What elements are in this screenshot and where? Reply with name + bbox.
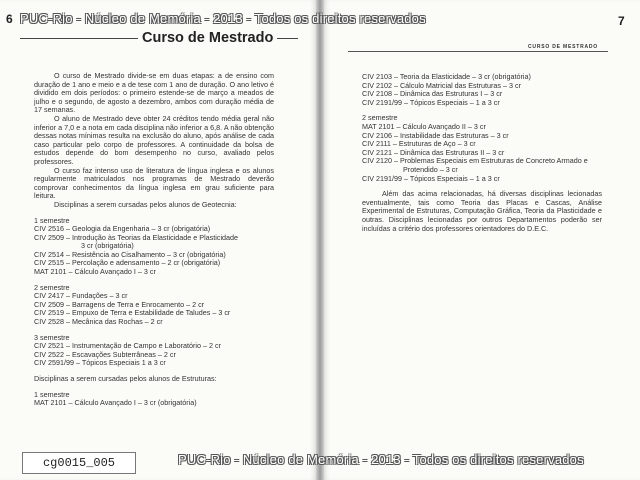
- course-line: CIV 2106 – Instabilidade das Estruturas – 3 cr: [362, 130, 509, 140]
- course-line: CIV 2509 – Introdução às Teorias da Elasticidade e Plasticidade: [34, 232, 239, 242]
- left-column: [34, 72, 274, 408]
- running-head: CURSO DE MESTRADO: [528, 44, 598, 50]
- semester-heading: 3 semestre: [34, 332, 70, 342]
- course-line: CIV 2120 – Problemas Especiais em Estruturas de Concreto Armado e Protendido – 3 cr: [362, 156, 588, 174]
- semester-heading: 1 semestre: [34, 215, 70, 225]
- paragraph: O aluno de Mestrado deve obter 24 créditos tendo média geral não inferior a 7,0 e a nota em cada disciplina não inferior a 6,8. A não obtenção dessas notas mínimas resulta na exclusão do aluno, após análise de cada caso particular pelo corpo de professores. A continuidade da bolsa de estudos depende do bom desempenho no curso, avaliado pelos professores.: [34, 113, 274, 166]
- course-line: CIV 2108 – Dinâmica das Estruturas I – 3 cr: [362, 89, 503, 99]
- course-line: CIV 2522 – Escavações Subterrâneas – 2 cr: [34, 349, 176, 359]
- course-line: CIV 2103 – Teoria da Elasticidade – 3 cr (obrigatória): [362, 72, 531, 81]
- course-line: CIV 2191/99 – Tópicos Especiais – 1 a 3 cr: [362, 173, 500, 183]
- closing-paragraph: Além das acima relacionadas, há diversas disciplinas lecionadas eventualmente, tais como Teoria das Placas e Cascas, Análise Experimental de Estruturas, Computação Gráfica, Teoria da Plasticidade e outras. Disciplinas lecionadas por outros Departamentos poderão ser incluídas a critério dos professores orientadores do D.E.C.: [362, 189, 602, 233]
- semester-heading: 2 semestre: [362, 113, 398, 123]
- course-line: CIV 2102 – Cálculo Matricial das Estruturas – 3 cr: [362, 80, 521, 90]
- left-page-number: 6: [6, 12, 13, 26]
- course-line: CIV 2514 – Resistência ao Cisalhamento – 3 cr (obrigatória): [34, 249, 226, 259]
- page-title: Curso de Mestrado: [138, 30, 277, 46]
- course-line: CIV 2519 – Empuxo de Terra e Estabilidade de Taludes – 3 cr: [34, 308, 231, 318]
- course-line: MAT 2101 – Cálculo Avançado II – 3 cr: [362, 121, 486, 131]
- paragraph: O curso de Mestrado divide-se em duas etapas: a de ensino com duração de 1 ano e meio e a de tese com 1 ano de duração. O ano letivo é dividido em dois períodos: o primeiro estende-se de março a meados de julho e o segundo, de agosto a dezembro, ambos com duração média de 17 semanas.: [34, 71, 274, 115]
- course-line: 3 cr (obrigatória): [81, 241, 134, 251]
- right-page-number: 7: [618, 14, 625, 28]
- course-line: CIV 2417 – Fundações – 3 cr: [34, 291, 128, 301]
- semester-heading: 1 semestre: [34, 389, 70, 399]
- course-line: CIV 2111 – Estruturas de Aço – 3 cr: [362, 139, 476, 149]
- course-line: CIV 2516 – Geologia da Engenharia – 3 cr (obrigatória): [34, 224, 211, 234]
- right-column: [362, 73, 602, 233]
- course-line: CIV 2591/99 – Tópicos Especiais 1 a 3 cr: [34, 358, 166, 368]
- section-intro: Disciplinas a serem cursadas pelos alunos de Estruturas:: [34, 374, 217, 383]
- course-line: CIV 2515 – Percolação e adensamento – 2 cr (obrigatória): [34, 258, 221, 268]
- watermark-bottom: PUC-Rio - Núcleo de Memória - 2013 - Todos os direitos reservados: [178, 452, 584, 467]
- running-head-rule: [348, 51, 608, 52]
- course-line: CIV 2521 – Instrumentação de Campo e Laboratório – 2 cr: [34, 341, 221, 351]
- course-line: CIV 2528 – Mecânica das Rochas – 2 cr: [34, 317, 163, 327]
- watermark-top: PUC-Rio - Núcleo de Memória - 2013 - Todos os direitos reservados: [20, 11, 426, 26]
- book-gutter: [316, 0, 324, 480]
- course-line: CIV 2509 – Barragens de Terra e Enrocamento – 2 cr: [34, 299, 205, 309]
- image-id-label: cg0015_005: [22, 452, 136, 474]
- paragraph: O curso faz intenso uso de literatura de língua inglesa e os alunos regularmente matriculados nos programas de Mestrado deverão comprovar conhecimentos da língua inglesa em grau suficiente para leitura.: [34, 165, 274, 201]
- course-line: CIV 2191/99 – Tópicos Especiais – 1 a 3 cr: [362, 97, 500, 107]
- course-line: MAT 2101 – Cálculo Avançado I – 3 cr: [34, 267, 156, 277]
- course-line: MAT 2101 – Cálculo Avançado I – 3 cr (obrigatória): [34, 398, 197, 408]
- semester-heading: 2 semestre: [34, 282, 70, 292]
- course-line: CIV 2121 – Dinâmica das Estruturas II – 3 cr: [362, 147, 505, 157]
- paragraph: Disciplinas a serem cursadas pelos alunos de Geotecnia:: [54, 199, 237, 209]
